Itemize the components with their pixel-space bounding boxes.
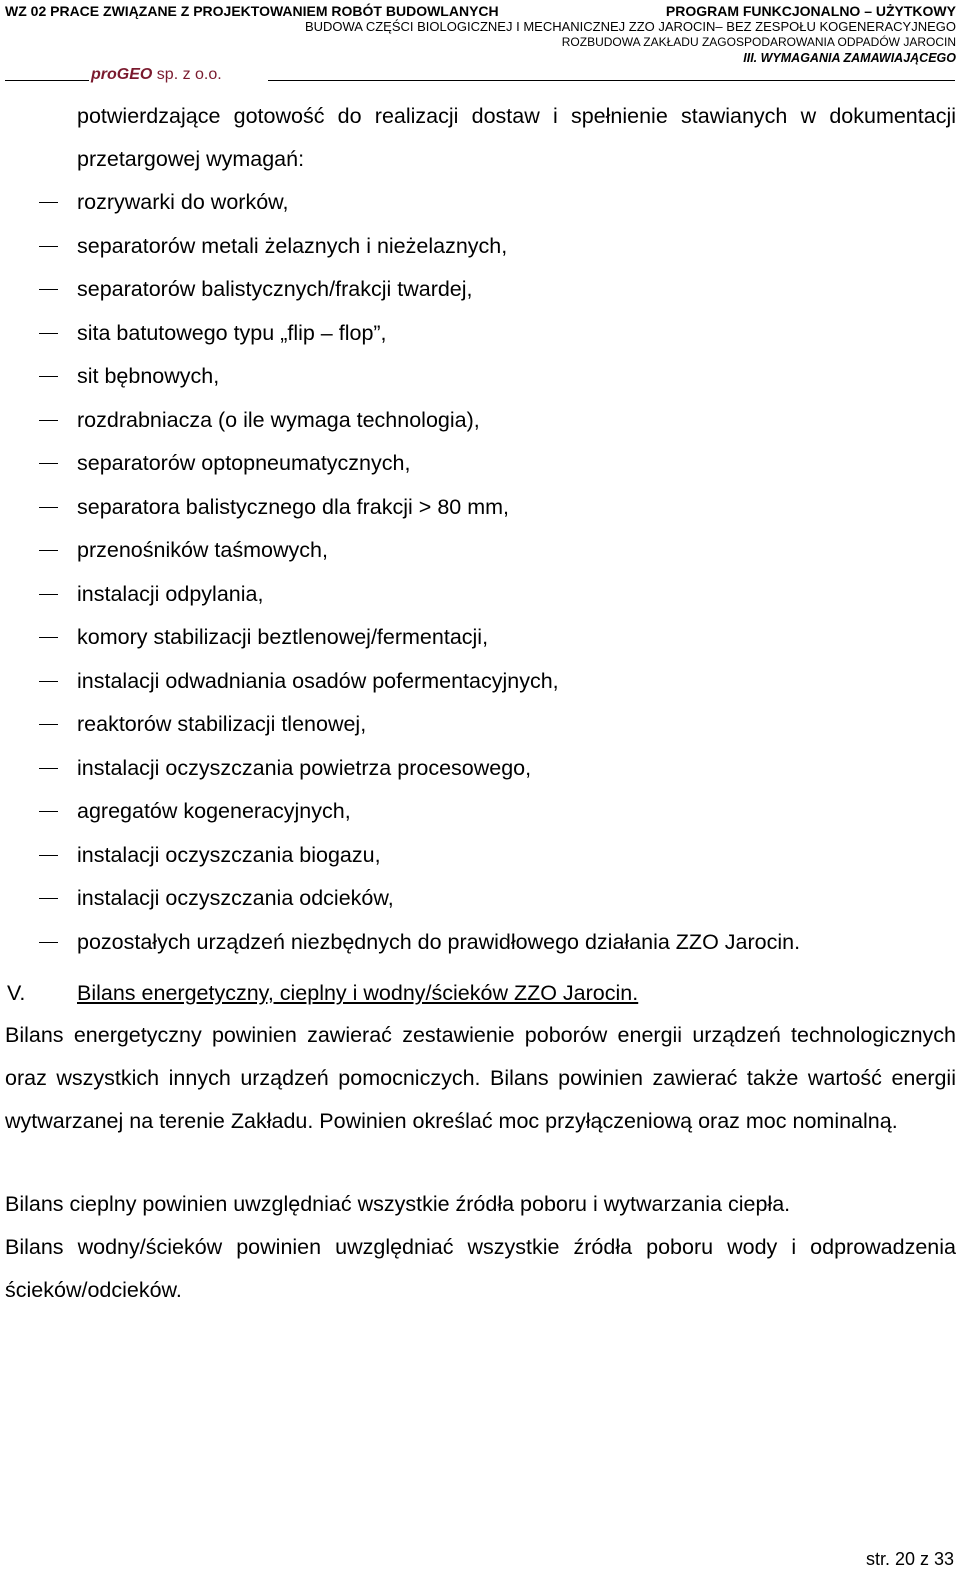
header-expansion-line: ROZBUDOWA ZAKŁADU ZAGOSPODAROWANIA ODPADÓW JAROCIN xyxy=(561,35,956,49)
list-item-text: agregatów kogeneracyjnych, xyxy=(77,799,351,823)
dash-bullet xyxy=(39,246,58,247)
list-item-text: instalacji oczyszczania powietrza procesowego, xyxy=(77,755,532,780)
list-item xyxy=(0,181,960,225)
list-item-text: separatorów metali żelaznych i nieżelaznych, xyxy=(77,233,508,258)
logo-rest-text: sp. z o.o. xyxy=(152,66,222,83)
list-item-text: pozostałych urządzeń niezbędnych do prawidłowego działania ZZO Jarocin. xyxy=(77,929,801,954)
paragraph-heat-balance: Bilans cieplny powinien uwzględniać wszystkie źródła poboru i wytwarzania ciepła. xyxy=(5,1192,791,1216)
paragraph-water-balance: Bilans wodny/ścieków powinien uwzględniać wszystkie źródła poboru wody i odprowadzenia ścieków/odcieków. xyxy=(5,1235,956,1302)
dash-bullet xyxy=(39,594,58,595)
section-number: V. xyxy=(7,981,26,1005)
header-rule-left xyxy=(5,80,89,81)
list-item-text: sita batutowego typu „flip – flop”, xyxy=(77,320,387,345)
header-project-line: BUDOWA CZĘŚCI BIOLOGICZNEJ I MECHANICZNEJ ZZO JAROCIN– BEZ ZESPOŁU KOGENERACYJNEGO xyxy=(304,19,956,34)
list-item xyxy=(0,573,960,617)
list-item-text: instalacji oczyszczania odcieków, xyxy=(77,886,394,910)
list-item-text: komory stabilizacji beztlenowej/fermentacji, xyxy=(77,625,489,649)
list-item-text: przenośników taśmowych, xyxy=(77,538,328,562)
list-item xyxy=(0,790,960,834)
dash-bullet xyxy=(39,724,58,725)
list-item xyxy=(0,834,960,878)
section-title: Bilans energetyczny, cieplny i wodny/ścieków ZZO Jarocin. xyxy=(77,981,639,1005)
list-item xyxy=(0,399,960,443)
list-item xyxy=(0,268,960,312)
header-rule-right xyxy=(268,80,955,81)
list-item xyxy=(0,747,960,791)
list-item-text: sit bębnowych, xyxy=(77,364,220,388)
list-item xyxy=(0,921,960,965)
dash-bullet xyxy=(39,420,58,421)
dash-bullet xyxy=(39,898,58,899)
logo-bold-text: proGEO xyxy=(91,66,153,83)
header-right-block xyxy=(305,3,956,66)
dash-bullet xyxy=(39,768,58,769)
list-item xyxy=(0,529,960,573)
list-item-text: separatora balistycznego dla frakcji > 80 mm, xyxy=(77,494,509,519)
list-item xyxy=(0,225,960,269)
list-item-text: separatorów optopneumatycznych, xyxy=(77,451,411,475)
dash-bullet xyxy=(39,463,58,464)
dash-bullet xyxy=(39,637,58,638)
intro-paragraph: potwierdzające gotowość do realizacji dostaw i spełnienie stawianych w dokumentacji przetargowej wymagań: xyxy=(77,104,956,171)
dash-bullet xyxy=(39,376,58,377)
dash-bullet xyxy=(39,333,58,334)
header-section-line: III. WYMAGANIA ZAMAWIAJĄCEGO xyxy=(743,51,956,65)
dash-bullet xyxy=(39,811,58,812)
logo-row xyxy=(5,66,955,84)
list-item-text: instalacji odwadniania osadów pofermentacyjnych, xyxy=(77,668,559,693)
list-item xyxy=(0,877,960,921)
list-item xyxy=(0,616,960,660)
page-number: str. 20 z 33 xyxy=(865,1549,954,1569)
list-item xyxy=(0,442,960,486)
dash-bullet xyxy=(39,202,58,203)
list-item-text: reaktorów stabilizacji tlenowej, xyxy=(77,712,367,736)
list-item-text: rozrywarki do worków, xyxy=(77,190,289,214)
list-item-text: instalacji odpylania, xyxy=(77,581,264,606)
company-logo xyxy=(91,66,222,84)
equipment-list xyxy=(0,181,960,964)
header-left-title: WZ 02 PRACE ZWIĄZANE Z PROJEKTOWANIEM ROBÓT BUDOWLANYCH xyxy=(5,3,499,19)
list-item-text: instalacji oczyszczania biogazu, xyxy=(77,842,381,867)
list-item xyxy=(0,703,960,747)
list-item xyxy=(0,355,960,399)
list-item xyxy=(0,660,960,704)
paragraph-energy-balance: Bilans energetyczny powinien zawierać zestawienie poborów energii urządzeń technologicznych oraz wszystkich innych urządzeń pomocniczych. Bilans powinien zawierać także wartość energii wytwarzanej na terenie Zakładu. Powinien określać moc przyłączeniową oraz moc nominalną. xyxy=(5,1023,956,1133)
dash-bullet xyxy=(39,550,58,551)
dash-bullet xyxy=(39,681,58,682)
dash-bullet xyxy=(39,289,58,290)
dash-bullet xyxy=(39,855,58,856)
list-item xyxy=(0,312,960,356)
list-item-text: separatorów balistycznych/frakcji twardej, xyxy=(77,277,473,301)
list-item-text: rozdrabniacza (o ile wymaga technologia), xyxy=(77,407,480,432)
header-program-title: PROGRAM FUNKCJONALNO – UŻYTKOWY xyxy=(665,3,956,19)
dash-bullet xyxy=(39,942,58,943)
list-item xyxy=(0,486,960,530)
dash-bullet xyxy=(39,507,58,508)
